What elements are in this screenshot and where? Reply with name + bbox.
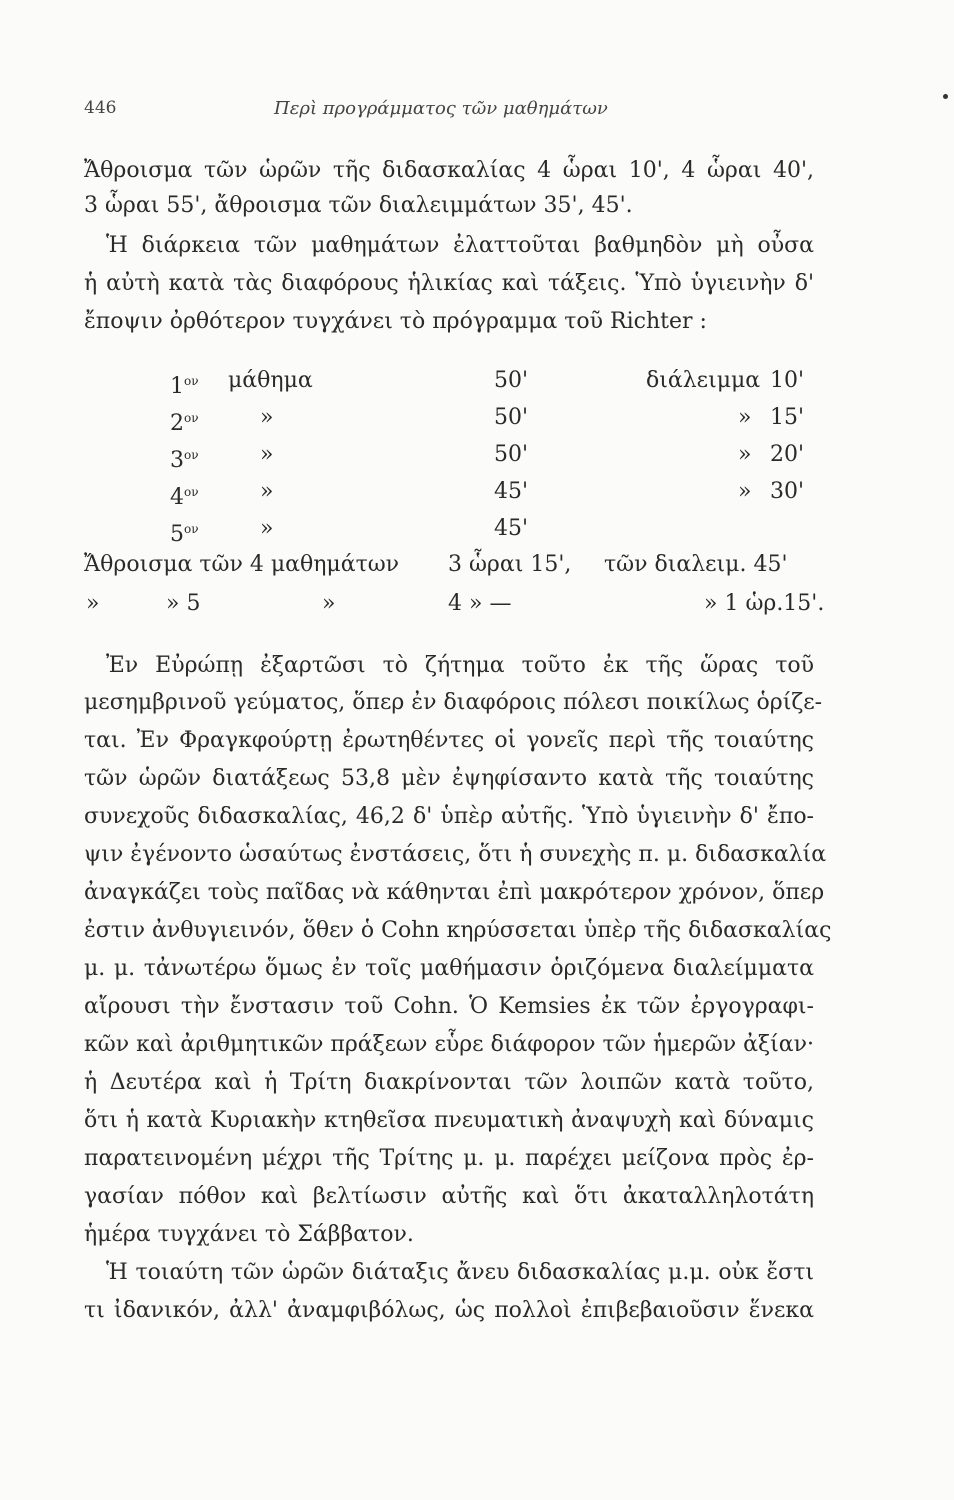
text-line: ἔποψιν ὀρθότερον τυγχάνει τὸ πρόγραμμα τοῦ Richter : [84,309,707,334]
text-line: ἐστιν ἀνθυγιεινόν, ὅθεν ὁ Cohn κηρύσσεται ὑπὲρ τῆς διδασκαλίας [84,918,832,943]
schedule-label: » [260,442,274,467]
text-line: Ἄθροισμα τῶν ὡρῶν τῆς διδασκαλίας 4 ὧραι 10', 4 ὧραι 40', [84,158,814,183]
schedule-break: 20' [770,442,805,467]
schedule-break-label: » [738,442,752,467]
text-line: κῶν καὶ ἀριθμητικῶν πράξεων εὗρε διάφορον τῶν ἡμερῶν ἀξίαν· [84,1032,814,1057]
total-ditto: » [86,591,100,616]
schedule-break-label: » [738,405,752,430]
schedule-break: 15' [770,405,805,430]
text-line: Ἡ διάρκεια τῶν μαθημάτων ἐλαττοῦται βαθμηδὸν μὴ οὖσα [106,233,814,258]
running-title: Περὶ προγράμματος τῶν μαθημάτων [274,98,608,119]
schedule-label: μάθημα [228,368,313,393]
text-line: τι ἰδανικόν, ἀλλ' ἀναμφιβόλως, ὡς πολλοὶ ἐπιβεβαιοῦσιν ἕνεκα [84,1298,814,1323]
schedule-duration: 45' [494,479,529,504]
text-line: ἡμέρα τυγχάνει τὸ Σάββατον. [84,1222,414,1247]
total-ditto-count: » 5 [166,591,201,616]
text-line: ται. Ἐν Φραγκφούρτῃ ἐρωτηθέντες οἱ γονεῖς περὶ τῆς τοιαύτης [84,728,814,753]
schedule-label: » [260,479,274,504]
schedule-duration: 50' [494,368,529,393]
text-line: ἡ αὐτὴ κατὰ τὰς διαφόρους ἡλικίας καὶ τάξεις. Ὑπὸ ὑγιεινὴν δ' [84,271,814,296]
schedule-break-label: » [738,479,752,504]
schedule-break: 10' [770,368,805,393]
schedule-break-label: διάλειμμα [646,368,761,393]
text-line: γασίαν πόθον καὶ βελτίωσιν αὐτῆς καὶ ὅτι ἀκαταλληλοτάτη [84,1184,814,1209]
schedule-ordinal: $1^{o\nu}$ [170,374,199,399]
total-hours: 3 ὧραι 15', [448,552,572,577]
schedule-ordinal: $5^{o\nu}$ [170,522,199,547]
page-number: 446 [84,98,117,118]
total-label: Ἄθροισμα τῶν 4 μαθημάτων [84,552,400,577]
text-line: ὅτι ἡ κατὰ Κυριακὴν κτηθεῖσα πνευματικὴ ἀναψυχὴ καὶ δύναμις [84,1108,814,1133]
text-line: παρατεινομένη μέχρι τῆς Τρίτης μ. μ. παρέχει μείζονα πρὸς ἐρ- [84,1146,814,1171]
text-line: μ. μ. τἀνωτέρω ὅμως ἐν τοῖς μαθήμασιν ὁριζόμενα διαλείμματα [84,956,814,981]
page-header [84,98,824,128]
total-breaks: » 1 ὡρ.15'. [704,591,825,616]
schedule-duration: 50' [494,442,529,467]
total-ditto: » [322,591,336,616]
schedule-ordinal: $3^{o\nu}$ [170,448,199,473]
text-line: αἴρουσι τὴν ἔνστασιν τοῦ Cohn. Ὁ Kemsies ἐκ τῶν ἐργογραφι- [84,994,814,1019]
scan-dot [943,94,948,99]
text-line: Ἐν Εὐρώπῃ ἐξαρτῶσι τὸ ζήτημα τοῦτο ἐκ τῆς ὥρας τοῦ [106,653,814,678]
text-line: 3 ὧραι 55', ἄθροισμα τῶν διαλειμμάτων 35', 45'. [84,193,633,218]
schedule-ordinal: $4^{o\nu}$ [170,485,199,510]
text-line: ψιν ἐγένοντο ὡσαύτως ἐνστάσεις, ὅτι ἡ συνεχὴς π. μ. διδασκαλία [84,842,827,867]
text-line: Ἡ τοιαύτη τῶν ὡρῶν διάταξις ἄνευ διδασκαλίας μ.μ. οὐκ ἔστι [106,1260,814,1285]
text-line: ἀναγκάζει τοὺς παῖδας νὰ κάθηνται ἐπὶ μακρότερον χρόνον, ὅπερ [84,880,825,905]
text-line: τῶν ὡρῶν διατάξεως 53,8 μὲν ἐψηφίσαντο κατὰ τῆς τοιαύτης [84,766,814,791]
schedule-label: » [260,405,274,430]
schedule-duration: 45' [494,516,529,541]
schedule-break: 30' [770,479,805,504]
total-hours: 4 » — [448,591,512,616]
total-breaks: τῶν διαλειμ. 45' [604,552,788,577]
text-line: μεσημβρινοῦ γεύματος, ὅπερ ἐν διαφόροις πόλεσι ποικίλως ὁρίζε- [84,690,823,715]
text-line: ἡ Δευτέρα καὶ ἡ Τρίτη διακρίνονται τῶν λοιπῶν κατὰ τοῦτο, [84,1070,814,1095]
schedule-ordinal: $2^{o\nu}$ [170,411,199,436]
text-line: συνεχοῦς διδασκαλίας, 46,2 δ' ὑπὲρ αὐτῆς. Ὑπὸ ὑγιεινὴν δ' ἔπο- [84,804,814,829]
schedule-duration: 50' [494,405,529,430]
schedule-label: » [260,516,274,541]
